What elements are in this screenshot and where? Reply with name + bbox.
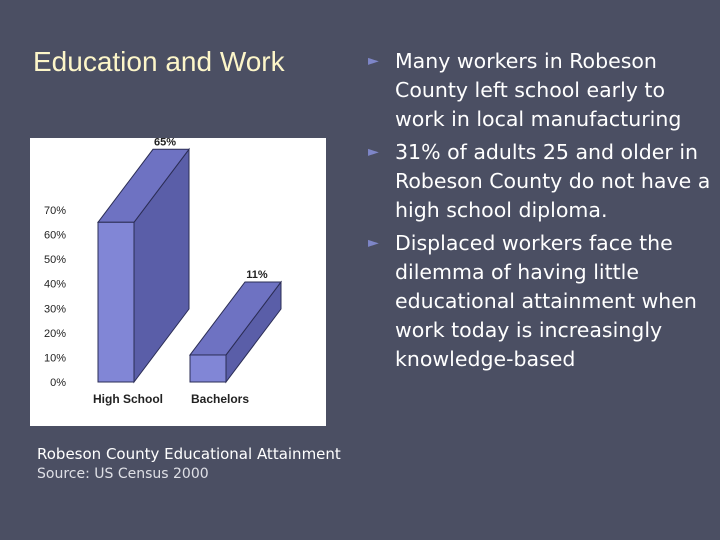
bullet-item: [368, 138, 713, 225]
y-tick-label: 40%: [43, 278, 66, 291]
caption-title: Robeson County Educational Attainment: [37, 445, 341, 463]
bullet-text: Many workers in Robeson County left school early to work in local manufacturing: [395, 49, 682, 131]
bullet-text: 31% of adults 25 and older in Robeson County do not have a high school diploma.: [395, 140, 711, 222]
bullet-item: [368, 229, 713, 374]
slide-title: Education and Work: [33, 46, 285, 77]
y-tick-label: 10%: [43, 352, 66, 365]
bullet-item: [368, 47, 713, 134]
bar: [190, 355, 226, 382]
bullet-text: Displaced workers face the dilemma of having little educational attainment when work today is increasingly knowledge-based: [395, 231, 697, 371]
data-label: 11%: [246, 268, 268, 281]
y-tick-label: 50%: [43, 254, 66, 267]
triangle-right-icon: ►: [368, 53, 379, 69]
bullet-list: [368, 47, 713, 378]
triangle-right-icon: ►: [368, 144, 379, 160]
y-tick-label: 60%: [43, 229, 66, 242]
category-label: Bachelors: [190, 392, 250, 406]
y-tick-label: 30%: [43, 303, 66, 316]
chart-svg: [30, 138, 326, 426]
caption-source: Source: US Census 2000: [37, 466, 209, 482]
triangle-right-icon: ►: [368, 235, 379, 251]
bar: [98, 222, 134, 382]
attainment-chart: [30, 138, 326, 426]
chart-caption: [37, 444, 341, 484]
y-tick-label: 70%: [43, 205, 66, 217]
category-label: High School: [93, 392, 163, 406]
y-tick-label: 20%: [43, 327, 66, 340]
y-tick-label: 0%: [50, 377, 66, 389]
data-label: 65%: [153, 138, 177, 149]
